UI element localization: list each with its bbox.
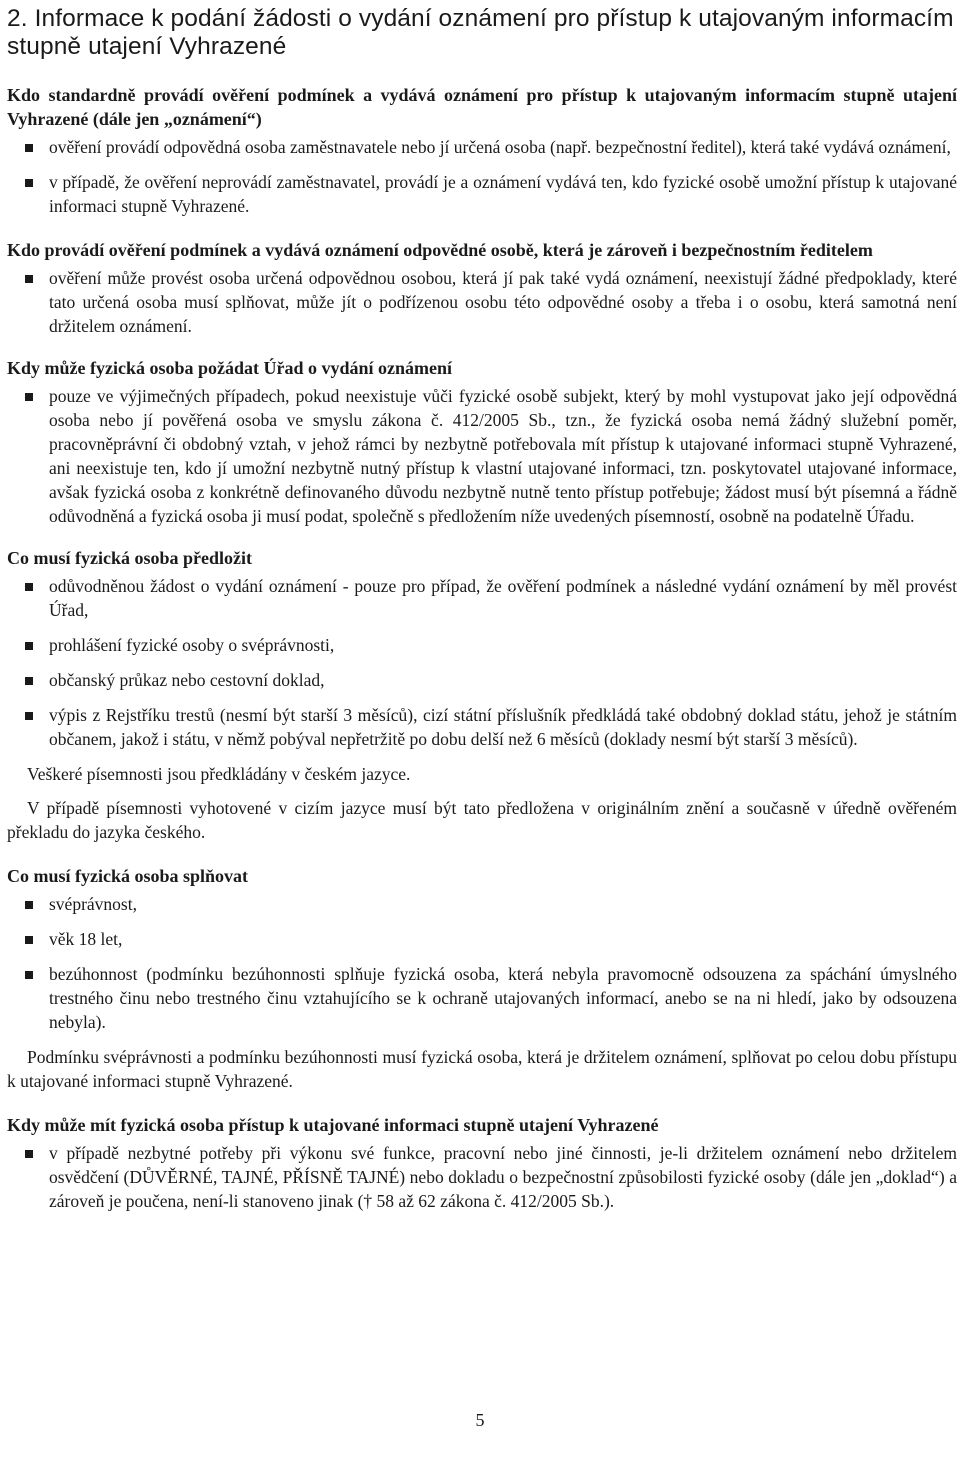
section-security-director <box>7 238 957 338</box>
square-bullet-icon <box>25 275 33 283</box>
square-bullet-icon <box>25 936 33 944</box>
list-item-text: výpis z Rejstříku trestů (nesmí být starší 3 měsíců), cizí státní příslušník předkládá také obdobný doklad státu, jehož je státním občanem, jakož i státu, v němž pobýval nepřetržitě po dobu delší než 6 měsíců (doklady nesmí být starší 3 měsíců). <box>49 705 957 749</box>
list-item-text: odůvodněnou žádost o vydání oznámení - pouze pro případ, že ověření podmínek a následné vydání oznámení by měl provést Úřad, <box>49 576 957 620</box>
square-bullet-icon <box>25 642 33 650</box>
list-item-text: pouze ve výjimečných případech, pokud neexistuje vůči fyzické osobě subjekt, který by mohl vystupovat jako její odpovědná osoba nebo jí pověřená osoba ve smyslu zákona č. 412/2005 Sb., tzn., že fyzická osoba nemá žádný služební poměr, pracovněprávní či obdobný vztah, v jehož rámci by nezbytně potřebovala mít přístup k utajované informaci stupně Vyhrazené, ani neexistuje ten, kdo jí umožní nezbytně nutný přístup k vlastní utajované informaci, tzn. poskytovatel utajované informace, avšak fyzická osoba z konkrétně definovaného důvodu nezbytně nutně tento přístup potřebuje; žádost musí být písemná a řádně odůvodněná a fyzická osoba ji musí podat, společně s předložením níže uvedených písemností, osobně na podatelně Úřadu. <box>49 386 957 526</box>
square-bullet-icon <box>25 677 33 685</box>
document-page <box>7 0 957 1224</box>
section-standard-verification <box>7 83 957 218</box>
bullet-list <box>7 135 957 218</box>
bullet-list <box>7 574 957 751</box>
square-bullet-icon <box>25 971 33 979</box>
list-item <box>7 135 957 159</box>
section-requirements <box>7 864 957 1093</box>
list-item-text: bezúhonnost (podmínku bezúhonnosti splňuje fyzická osoba, která nebyla pravomocně odsouzena za spáchání úmyslného trestného činu nebo trestného činu vztahujícího se k ochraně utajovaných informací, anebo se na ni hledí, jako by odsouzena nebyla). <box>49 964 957 1032</box>
paragraph: Veškeré písemnosti jsou předkládány v českém jazyce. <box>27 764 411 784</box>
list-item <box>7 892 957 916</box>
list-item <box>7 384 957 528</box>
list-item <box>7 1141 957 1213</box>
section-heading: Co musí fyzická osoba předložit <box>7 548 252 568</box>
list-item-text: ověření provádí odpovědná osoba zaměstnavatele nebo jí určená osoba (např. bezpečnostní ředitel), která také vydává oznámení, <box>49 137 951 157</box>
title-number: 2. <box>7 5 28 32</box>
section-request-office <box>7 356 957 528</box>
section-access <box>7 1113 957 1213</box>
list-item-text: svéprávnost, <box>49 894 137 914</box>
section-heading: Kdo standardně provádí ověření podmínek a vydává oznámení pro přístup k utajovaným informacím stupně utajení Vyhrazené (dále jen „oznámení“) <box>7 85 957 129</box>
bullet-list <box>7 384 957 528</box>
list-item <box>7 927 957 951</box>
list-item <box>7 633 957 657</box>
section-heading: Kdy může fyzická osoba požádat Úřad o vydání oznámení <box>7 358 453 378</box>
page-title <box>7 5 957 61</box>
section-heading: Kdo provádí ověření podmínek a vydává oznámení odpovědné osobě, která je zároveň i bezpečnostním ředitelem <box>7 240 873 260</box>
list-item-text: v případě, že ověření neprovádí zaměstnavatel, provádí je a oznámení vydává ten, kdo fyzické osobě umožní přístup k utajované informaci stupně Vyhrazené. <box>49 172 957 216</box>
list-item-text: prohlášení fyzické osoby o svéprávnosti, <box>49 635 335 655</box>
section-heading: Co musí fyzická osoba splňovat <box>7 866 249 886</box>
list-item <box>7 170 957 218</box>
list-item-text: věk 18 let, <box>49 929 123 949</box>
page-number: 5 <box>475 1410 485 1430</box>
bullet-list <box>7 266 957 338</box>
square-bullet-icon <box>25 179 33 187</box>
section-heading: Kdy může mít fyzická osoba přístup k utajované informaci stupně utajení Vyhrazené <box>7 1115 659 1135</box>
square-bullet-icon <box>25 144 33 152</box>
list-item <box>7 668 957 692</box>
bullet-list <box>7 892 957 1034</box>
list-item-text: ověření může provést osoba určená odpovědnou osobou, která jí pak také vydá oznámení, neexistují žádné předpoklady, které tato určená osoba musí splňovat, může jít o podřízenou osobu této odpovědné osoby a třeba i o osobu, která samotná není držitelem oznámení. <box>49 268 957 336</box>
list-item-text: v případě nezbytné potřeby při výkonu své funkce, pracovní nebo jiné činnosti, je-li držitelem oznámení nebo držitelem osvědčení (DŮVĚRNÉ, TAJNÉ, PŘÍSNĚ TAJNÉ) nebo dokladu o bezpečnostní způsobilosti fyzické osoby (dále jen „doklad“) a zároveň je poučena, není-li stanoveno jinak († 58 až 62 zákona č. 412/2005 Sb.). <box>49 1143 957 1211</box>
bullet-list <box>7 1141 957 1213</box>
square-bullet-icon <box>25 393 33 401</box>
square-bullet-icon <box>25 1150 33 1158</box>
paragraph: Podmínku svéprávnosti a podmínku bezúhonnosti musí fyzická osoba, která je držitelem oznámení, splňovat po celou dobu přístupu k utajované informaci stupně Vyhrazené. <box>7 1047 957 1091</box>
list-item <box>7 266 957 338</box>
list-item-text: občanský průkaz nebo cestovní doklad, <box>49 670 325 690</box>
square-bullet-icon <box>25 901 33 909</box>
section-documents-to-submit <box>7 546 957 844</box>
list-item <box>7 574 957 622</box>
title-text: Informace k podání žádosti o vydání oznámení pro přístup k utajovaným informacím stupně utajení Vyhrazené <box>7 5 954 60</box>
square-bullet-icon <box>25 583 33 591</box>
list-item <box>7 962 957 1034</box>
paragraph: V případě písemnosti vyhotovené v cizím jazyce musí být tato předložena v originálním znění a současně v úředně ověřeném překladu do jazyka českého. <box>7 798 957 842</box>
list-item <box>7 703 957 751</box>
square-bullet-icon <box>25 712 33 720</box>
